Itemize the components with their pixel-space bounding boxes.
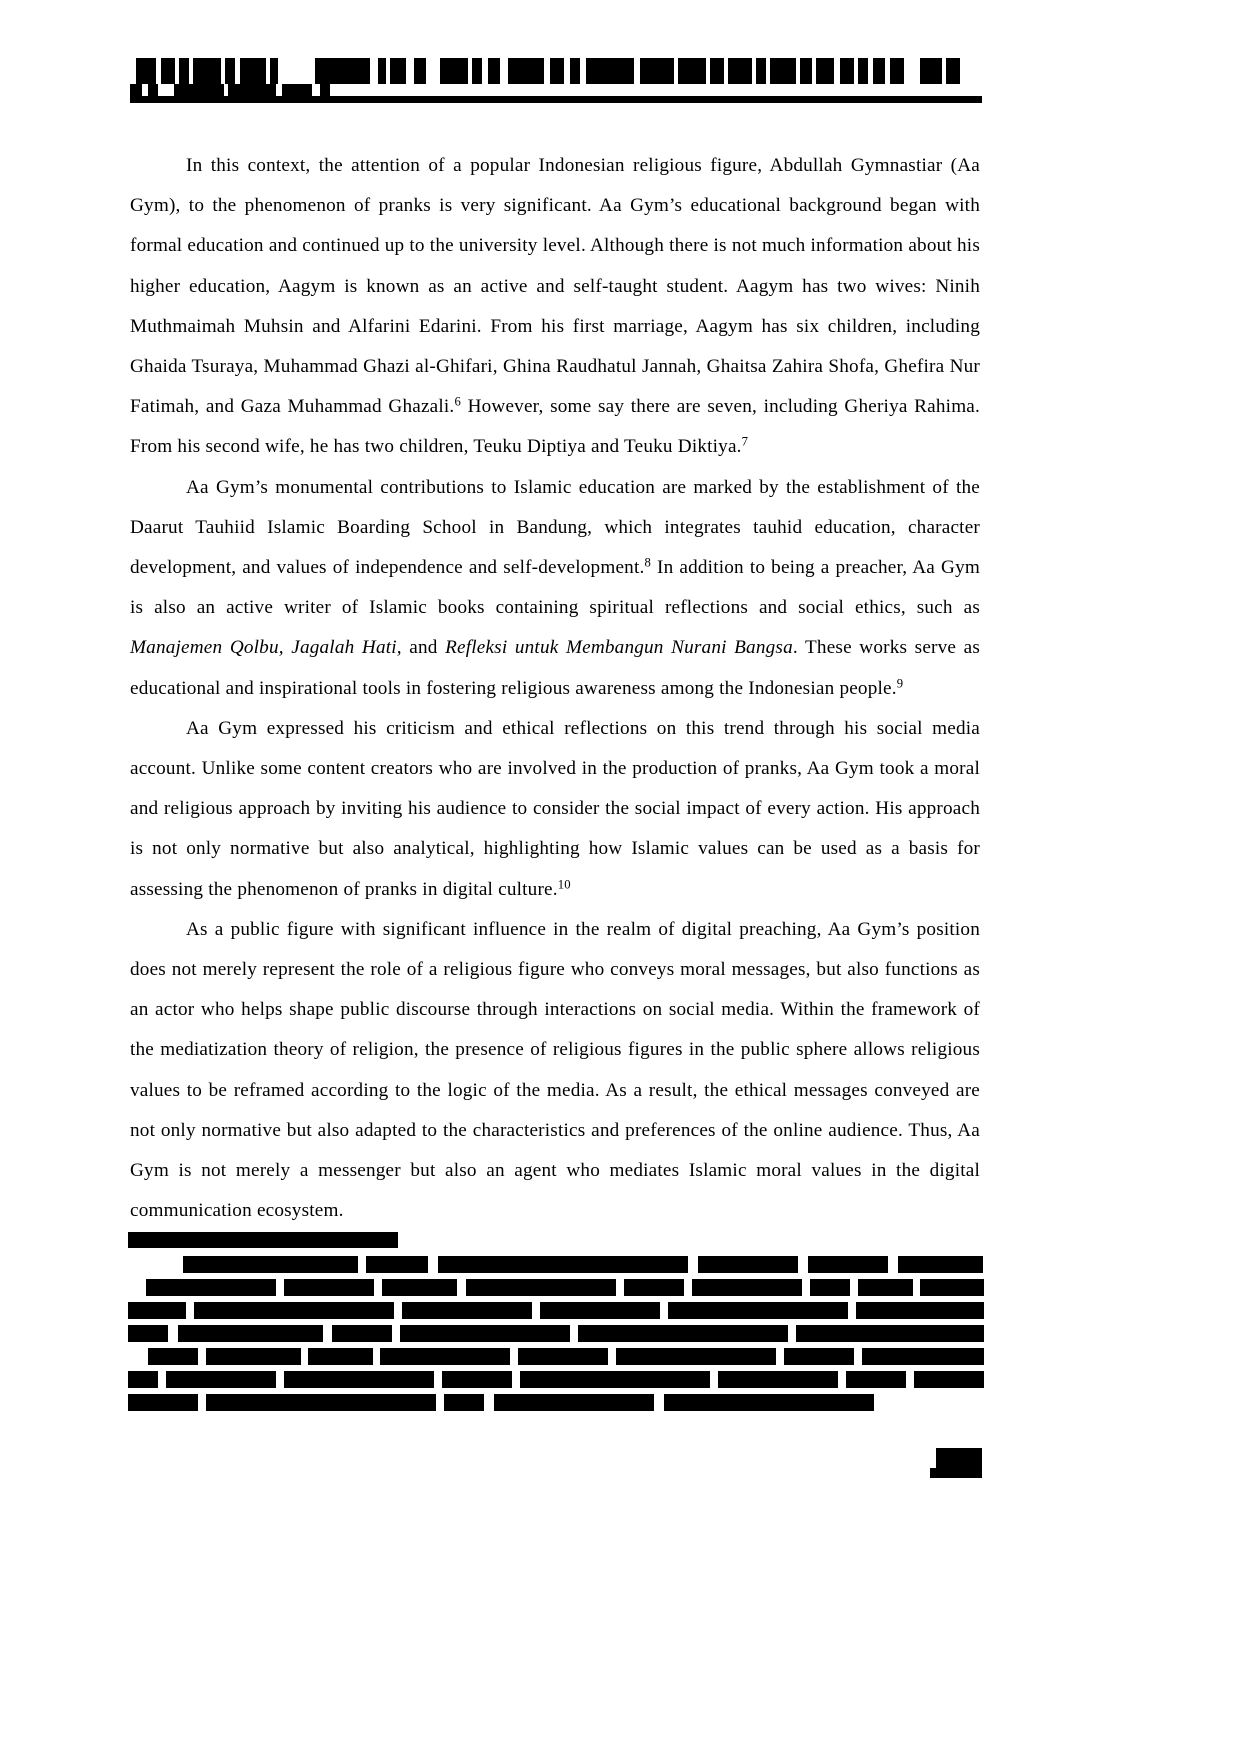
footnote-redaction-bar <box>846 1371 906 1388</box>
header-redaction-bar <box>570 58 580 84</box>
paragraph-2 <box>130 468 980 709</box>
footnote-redaction-bar <box>128 1302 186 1319</box>
header-redaction-bar <box>640 58 674 84</box>
footnote-redaction-bar <box>698 1256 798 1273</box>
footnote-redaction-bar <box>920 1279 984 1296</box>
header-redaction-bar <box>816 58 834 84</box>
footnote-redaction-bar <box>284 1279 374 1296</box>
paragraph-1-run-3: However, some say there are seven, including Gheriya Rahima. From his second wife, he has two children, Teuku Diptiya and Teuku Diktiya. <box>130 396 981 458</box>
footnote-redaction-bar <box>898 1256 983 1273</box>
paragraph-2-run-7: . These works serve as educational and inspirational tools in fostering religious awareness among the Indonesian people. <box>130 637 980 699</box>
header-redaction-bar <box>390 58 406 84</box>
paragraph-4 <box>130 910 980 1232</box>
footnote-redaction-bar <box>540 1302 660 1319</box>
header-redaction-bar <box>800 58 812 84</box>
footnote-redaction-bar <box>146 1279 276 1296</box>
footnote-redaction-bar <box>128 1232 398 1248</box>
body-text-column <box>130 146 980 1231</box>
footnote-redaction-bar <box>128 1371 158 1388</box>
header-redaction-bar <box>240 58 266 84</box>
footnote-redaction-bar <box>206 1394 436 1411</box>
paragraph-1 <box>130 146 980 468</box>
footnote-marker-8[interactable]: 8 <box>644 555 651 570</box>
header-redaction-bar <box>315 58 370 84</box>
page-mark-redaction-bar <box>930 1468 982 1478</box>
footnote-redaction-bar <box>624 1279 684 1296</box>
header-redaction-bar <box>270 58 278 84</box>
footnote-redaction-bar <box>494 1394 654 1411</box>
footnote-redaction-bar <box>382 1279 457 1296</box>
footnote-redaction-bar <box>692 1279 802 1296</box>
footnote-redaction-bar <box>784 1348 854 1365</box>
footnote-redaction-bar <box>858 1279 913 1296</box>
page-number-redacted <box>930 1448 982 1484</box>
header-redaction-bar <box>378 58 386 84</box>
header-redaction-bar <box>840 58 854 84</box>
footnote-redaction-bar <box>332 1325 392 1342</box>
footnote-redaction-bar <box>808 1256 888 1273</box>
footnote-redaction-bar <box>438 1256 688 1273</box>
header-redaction-bar <box>193 58 221 84</box>
header-redaction-bar <box>728 58 752 84</box>
header-redaction-bar <box>508 58 544 84</box>
footnote-redaction-bar <box>194 1302 394 1319</box>
footnote-redaction-bar <box>206 1348 301 1365</box>
footnote-redaction-bar <box>128 1325 168 1342</box>
header-redaction-bar <box>414 58 426 84</box>
footnote-redaction-bar <box>166 1371 276 1388</box>
footnote-redaction-bar <box>578 1325 788 1342</box>
footnote-redaction-bar <box>308 1348 373 1365</box>
footnote-redaction-bar <box>856 1302 984 1319</box>
header-redaction-bar <box>472 58 482 84</box>
header-redaction-bar <box>858 58 868 84</box>
header-redaction-bar <box>710 58 724 84</box>
header-redaction-bar <box>920 58 942 84</box>
header-redaction-bar <box>678 58 706 84</box>
header-redaction-bar <box>550 58 564 84</box>
footnote-redaction-bar <box>284 1371 434 1388</box>
page-mark-redaction-bar <box>936 1448 982 1468</box>
footnote-redaction-bar <box>402 1302 532 1319</box>
footnote-redaction-bar <box>664 1394 874 1411</box>
footnote-redaction-bar <box>810 1279 850 1296</box>
header-redaction-bar <box>586 58 634 84</box>
header-redaction-bar <box>136 58 156 84</box>
footnote-redaction-bar <box>128 1394 198 1411</box>
footnote-marker-10[interactable]: 10 <box>557 877 571 892</box>
header-redaction-bar <box>946 58 960 84</box>
header-redaction-bar <box>225 58 235 84</box>
footnote-redaction-bar <box>400 1325 570 1342</box>
header-redaction-bar <box>161 58 175 84</box>
paragraph-3-run-1: Aa Gym expressed his criticism and ethical reflections on this trend through his social media account. Unlike some content creators who are involved in the production of pranks, Aa Gym took a moral and religious approach by inviting his audience to consider the social impact of every action. His approach is not only normative but also analytical, highlighting how Islamic values can be used as a basis for assessing the phenomenon of pranks in digital culture. <box>130 717 980 900</box>
footnote-redaction-bar <box>520 1371 710 1388</box>
header-redaction-bar <box>756 58 766 84</box>
footnote-redaction-bar <box>914 1371 984 1388</box>
header-redaction-bar <box>890 58 904 84</box>
book-title-refleksi: Refleksi untuk Membangun Nurani Bangsa <box>445 637 793 659</box>
book-title-manajemen-qolbu: Manajemen Qolbu, Jagalah Hati, <box>130 637 402 659</box>
footnote-marker-6[interactable]: 6 <box>454 394 461 409</box>
footnote-marker-7[interactable]: 7 <box>741 434 749 449</box>
header-redaction-bar <box>770 58 796 84</box>
header-redaction-bar <box>873 58 885 84</box>
footnote-redaction-bar <box>183 1256 358 1273</box>
footnote-redaction-bar <box>862 1348 984 1365</box>
footnote-redaction-bar <box>616 1348 776 1365</box>
paragraph-3 <box>130 709 980 910</box>
footnote-redaction-bar <box>518 1348 608 1365</box>
footnote-redaction-bar <box>380 1348 510 1365</box>
footnote-redaction-bar <box>442 1371 512 1388</box>
footnote-redaction-bar <box>796 1325 984 1342</box>
footnote-redaction-bar <box>178 1325 323 1342</box>
paragraph-1-run-1: In this context, the attention of a popular Indonesian religious figure, Abdullah Gymnastiar (Aa Gym), to the phenomenon of pranks is very significant. Aa Gym’s educational background began with formal education and continued up to the university level. Although there is not much information about his higher education, Aagym is known as an active and self-taught student. Aagym has two wives: Ninih Muthmaimah Muhsin and Alfarini Edarini. From his first marriage, Aagym has six children, including Ghaida Tsuraya, Muhammad Ghazi al-Ghifari, Ghina Raudhatul Jannah, Ghaitsa Zahira Shofa, Ghefira Nur Fatimah, and Gaza Muhammad Ghazali. <box>130 155 980 418</box>
footnote-redaction-bar <box>444 1394 484 1411</box>
footnote-redaction-bar <box>668 1302 848 1319</box>
footnote-redaction-bar <box>148 1348 198 1365</box>
header-redaction-bar <box>440 58 468 84</box>
footnote-block-redacted <box>128 1232 984 1412</box>
paragraph-2-conjunction: and <box>401 637 446 659</box>
footnote-redaction-bar <box>718 1371 838 1388</box>
header-redaction-bar <box>488 58 500 84</box>
header-redaction-bar <box>179 58 189 84</box>
paragraph-2-run-1: Aa Gym’s monumental contributions to Islamic education are marked by the establishment of the Daarut Tauhiid Islamic Boarding School in Bandung, which integrates tauhid education, character development, and values of independence and self-development. <box>130 476 980 579</box>
paragraph-4-run-1: As a public figure with significant influence in the realm of digital preaching, Aa Gym’s position does not merely represent the role of a religious figure who conveys moral messages, but also functions as an actor who helps shape public discourse through interactions on social media. Within the framework of the mediatization theory of religion, the presence of religious figures in the public sphere allows religious values to be reframed according to the logic of the media. As a result, the ethical messages conveyed are not only normative but also adapted to the characteristics and preferences of the online audience. Thus, Aa Gym is not merely a messenger but also an agent who mediates Islamic moral values in the digital communication ecosystem. <box>130 918 980 1222</box>
paragraph-2-run-3: In addition to being a preacher, Aa Gym is also an active writer of Islamic books containing spiritual reflections and social ethics, such as <box>130 557 980 619</box>
header-rule <box>130 96 982 103</box>
footnote-redaction-bar <box>366 1256 428 1273</box>
footnote-redaction-bar <box>466 1279 616 1296</box>
footnote-marker-9[interactable]: 9 <box>896 676 904 691</box>
